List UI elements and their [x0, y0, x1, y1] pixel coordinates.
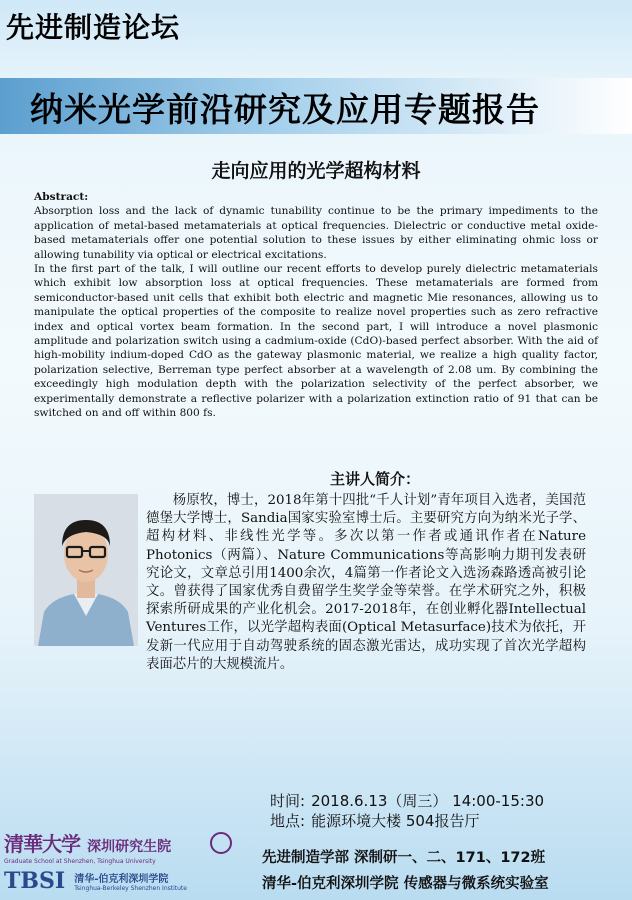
abstract-paragraph-2: In the first part of the talk, I will outline our recent efforts to develop purely dielectric metamaterials which exhibit low absorption loss at optical frequencies. These metamaterials are formed from semiconductor-based unit cells that exhibit both electric and magnetic Mie resonances, allowing us to manipulate the optical properties of the composite to realize novel properties such as zero refractive index and optical vortex beam formation. In the second part, I will introduce a novel plasmonic amplitude and polarization switch using a cadmium-oxide (CdO)-based perfect absorber. With the aid of high-mobility indium-doped CdO as the gateway plasmonic material, we realize a high quality factor, polarization selective, Berreman type perfect absorber at a wavelength of 2.08 um. By combining the exceedingly high modulation depth with the polarization selectivity of the perfect absorber, we experimentally demonstrate a reflective polarizer with a polarization extinction ratio of 91 that can be switched on and off within 800 fs. [34, 263, 598, 420]
time-value: 2018.6.13（周三） 14:00-15:30 [311, 792, 545, 810]
abstract-heading: Abstract: [34, 191, 89, 203]
institution-logos [4, 822, 248, 898]
speaker-bio: 杨原牧，博士，2018年第十四批“千人计划”青年项目入选者，美国范德堡大学博士，Sandia国家实验室博士后。主要研究方向为纳米光子学、超构材料、非线性光学等。多次以第一作者或通讯作者在Nature Photonics（两篇）、Nature Communications等高影响力期刊发表研究论文，文章总引用1400余次，4篇第一作者论文入选汤森路透高被引论文。曾获得了国家优秀自费留学生奖学金等荣誉。在学术研究之外，积极探索所研成果的产业化机会。2017-2018年，在创业孵化器Intellectual Ventures工作，以光学超构表面(Optical Metasurface)技术为依托，开发新一代应用于自动驾驶系统的固态激光雷达，成功实现了首次光学超构表面芯片的大规模流片。 [146, 493, 586, 672]
speaker-heading: 主讲人简介： [330, 470, 421, 488]
place-label: 地点: [270, 812, 306, 830]
abstract-section [34, 190, 598, 421]
abstract-paragraph-1: Absorption loss and the lack of dynamic tunability continue to be the primary impediments to the application of metal-based metamaterials at optical frequencies. Dielectric or conductive metal oxide-based metamaterials offer one potential solution to these issues by either eliminating ohmic loss or allowing tunability via optical or electrical excitations. [34, 205, 598, 261]
tsinghua-logo [4, 828, 171, 865]
organizer-line-2: 清华-伯克利深圳学院 传感器与微系统实验室 [262, 876, 549, 892]
tbsi-abbr: TBSI [4, 868, 66, 894]
talk-title: 走向应用的光学超构材料 [211, 160, 421, 182]
series-title: 纳米光学前沿研究及应用专题报告 [30, 90, 540, 129]
time-label: 时间: [270, 792, 306, 810]
tsinghua-logo-text: 清華大学 [4, 832, 80, 856]
event-place [270, 810, 479, 831]
place-value: 能源环境大楼 504报告厅 [311, 812, 480, 830]
tsinghua-sz-name: 深圳研究生院 [87, 839, 172, 855]
event-time [270, 790, 544, 811]
tsinghua-sz-en: Graduate School at Shenzhen, Tsinghua University [4, 858, 156, 865]
speaker-portrait-icon [34, 494, 138, 646]
speaker-photo [34, 494, 138, 646]
forum-name: 先进制造论坛 [6, 11, 181, 44]
tbsi-en: Tsinghua-Berkeley Shenzhen Institute [74, 885, 187, 892]
organizer-line-1: 先进制造学部 深制研一、二、171、172班 [262, 850, 546, 866]
tbsi-name: 清华-伯克利深圳学院 [74, 874, 169, 885]
tbsi-logo [4, 868, 187, 894]
lab-logo-icon [210, 832, 232, 854]
